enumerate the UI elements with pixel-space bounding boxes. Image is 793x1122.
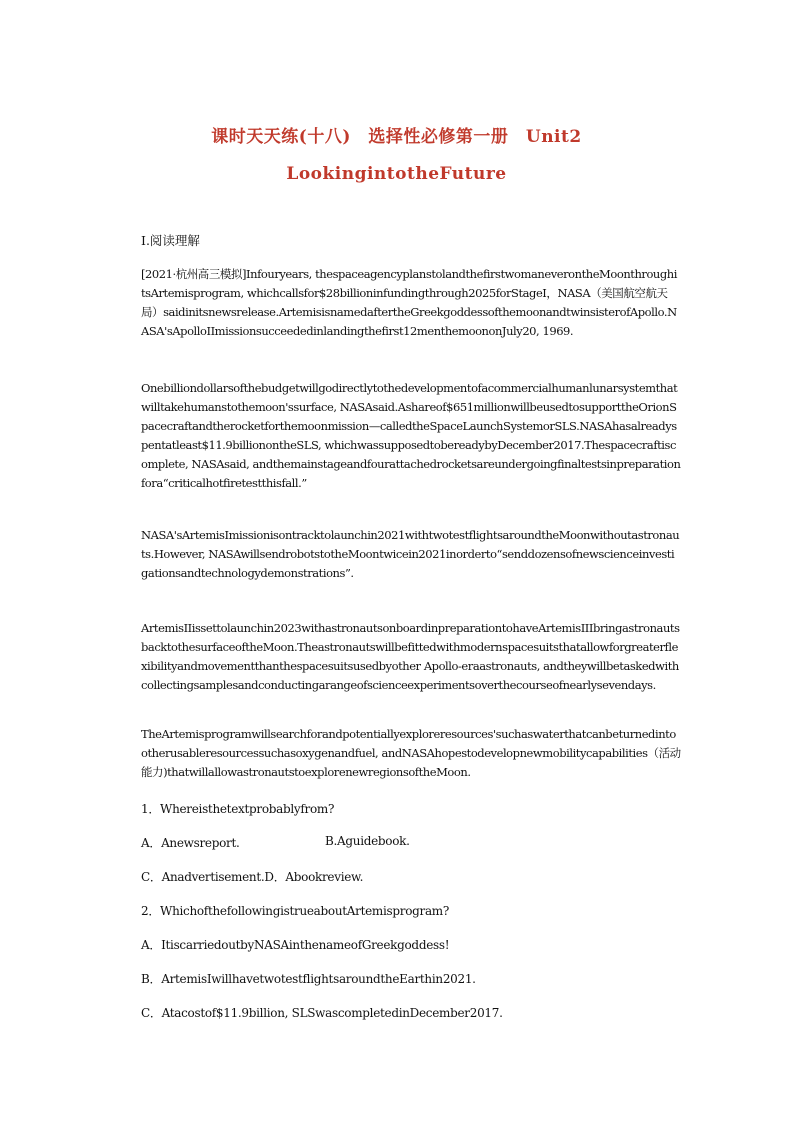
question-2: 2．WhichofthefollowingistrueaboutArtemisprogram? [141,904,450,918]
question-1: 1．Whereisthetextprobablyfrom? [141,802,335,816]
page-title: 课时天天练(十八) 选择性必修第一册 Unit2 [211,127,582,147]
passage-paragraph-1: [2021·杭州高三模拟]Infouryears, thespaceagencyplanstolandthefirstwomaneverontheMoonthroughitsArtemisprogram, whichcallsfor$28billioninfundingthrough2025forStageI，NASA（美国航空航天局）saidinitsnewsrelease.ArtemisisnamedaftertheGreekgoddessofthemoonandtwinsisterofApollo.NASA'sApolloIImissionsucceededinlandingthefirst12menthemoononJuly20, 1969. [141,267,677,338]
question-2-option-b: B．ArtemisIwillhavetwotestflightsaroundtheEarthin2021. [141,972,476,986]
question-1-options-cd: C．Anadvertisement.D．Abookreview. [141,870,364,884]
question-2-option-c: C．Atacostof$11.9billion, SLSwascompletedinDecember2017. [141,1006,503,1020]
question-1-option-a: A．Anewsreport. [141,836,240,850]
section-label: Ⅰ.阅读理解 [141,233,200,248]
question-1-option-b: B.Aguidebook. [325,834,410,848]
passage-paragraph-5: TheArtemisprogramwillsearchforandpotentiallyexploreresources'suchaswaterthatcanbeturnedintootherusableresourcessuchasoxygenandfuel, andNASAhopestodevelopnewmobilitycapabilities（活动能力)thatwillallowastronautstoexplorenewregionsoftheMoon. [141,727,681,779]
question-2-option-a: A．ItiscarriedoutbyNASAinthenameofGreekgoddess! [141,938,450,952]
passage-paragraph-4: ArtemisIIissettolaunchin2023withastronautsonboardinpreparationtohaveArtemisIIIbringastronautsbacktothesurfaceoftheMoon.Theastronautswillbefittedwithmodernspacesuitsthatallowforgreaterflexibilityandmovementthanthespacesuitsusedbyother Apollo-eraastronauts, andtheywillbetaskedwithcollectingsamplesandconductingarangeofscienceexperimentsoverthecourseofnearlysevendays. [141,621,680,692]
page-subtitle: LookingintotheFuture [286,164,507,184]
passage-paragraph-3: NASA'sArtemisImissionisontracktolaunchin2021withtwotestflightsaroundtheMoonwithoutastronauts.However, NASAwillsendrobotstotheMoontwicein2021inorderto“senddozensofnewscienceinvestigationsandtechnologydemonstrations”. [141,528,680,580]
passage-paragraph-2: Onebilliondollarsofthebudgetwillgodirectlytothedevelopmentofacommercialhumanlunarsystemthatwilltakehumanstothemoon'ssurface, NASAsaid.Ashareof$651millionwillbeusedtosupporttheOrionSpacecraftandtherocketforthemoonmission—calledtheSpaceLaunchSystemorSLS.NASAhasalreadyspentatleast$11.9billionontheSLS, whichwassupposedtobereadybyDecember2017.Thespacecraftiscomplete, NASAsaid, andthemainstageandfourattachedrocketsareundergoingfinaltestsinpreparationfora“criticalhotfiretestthisfall.” [141,381,681,490]
